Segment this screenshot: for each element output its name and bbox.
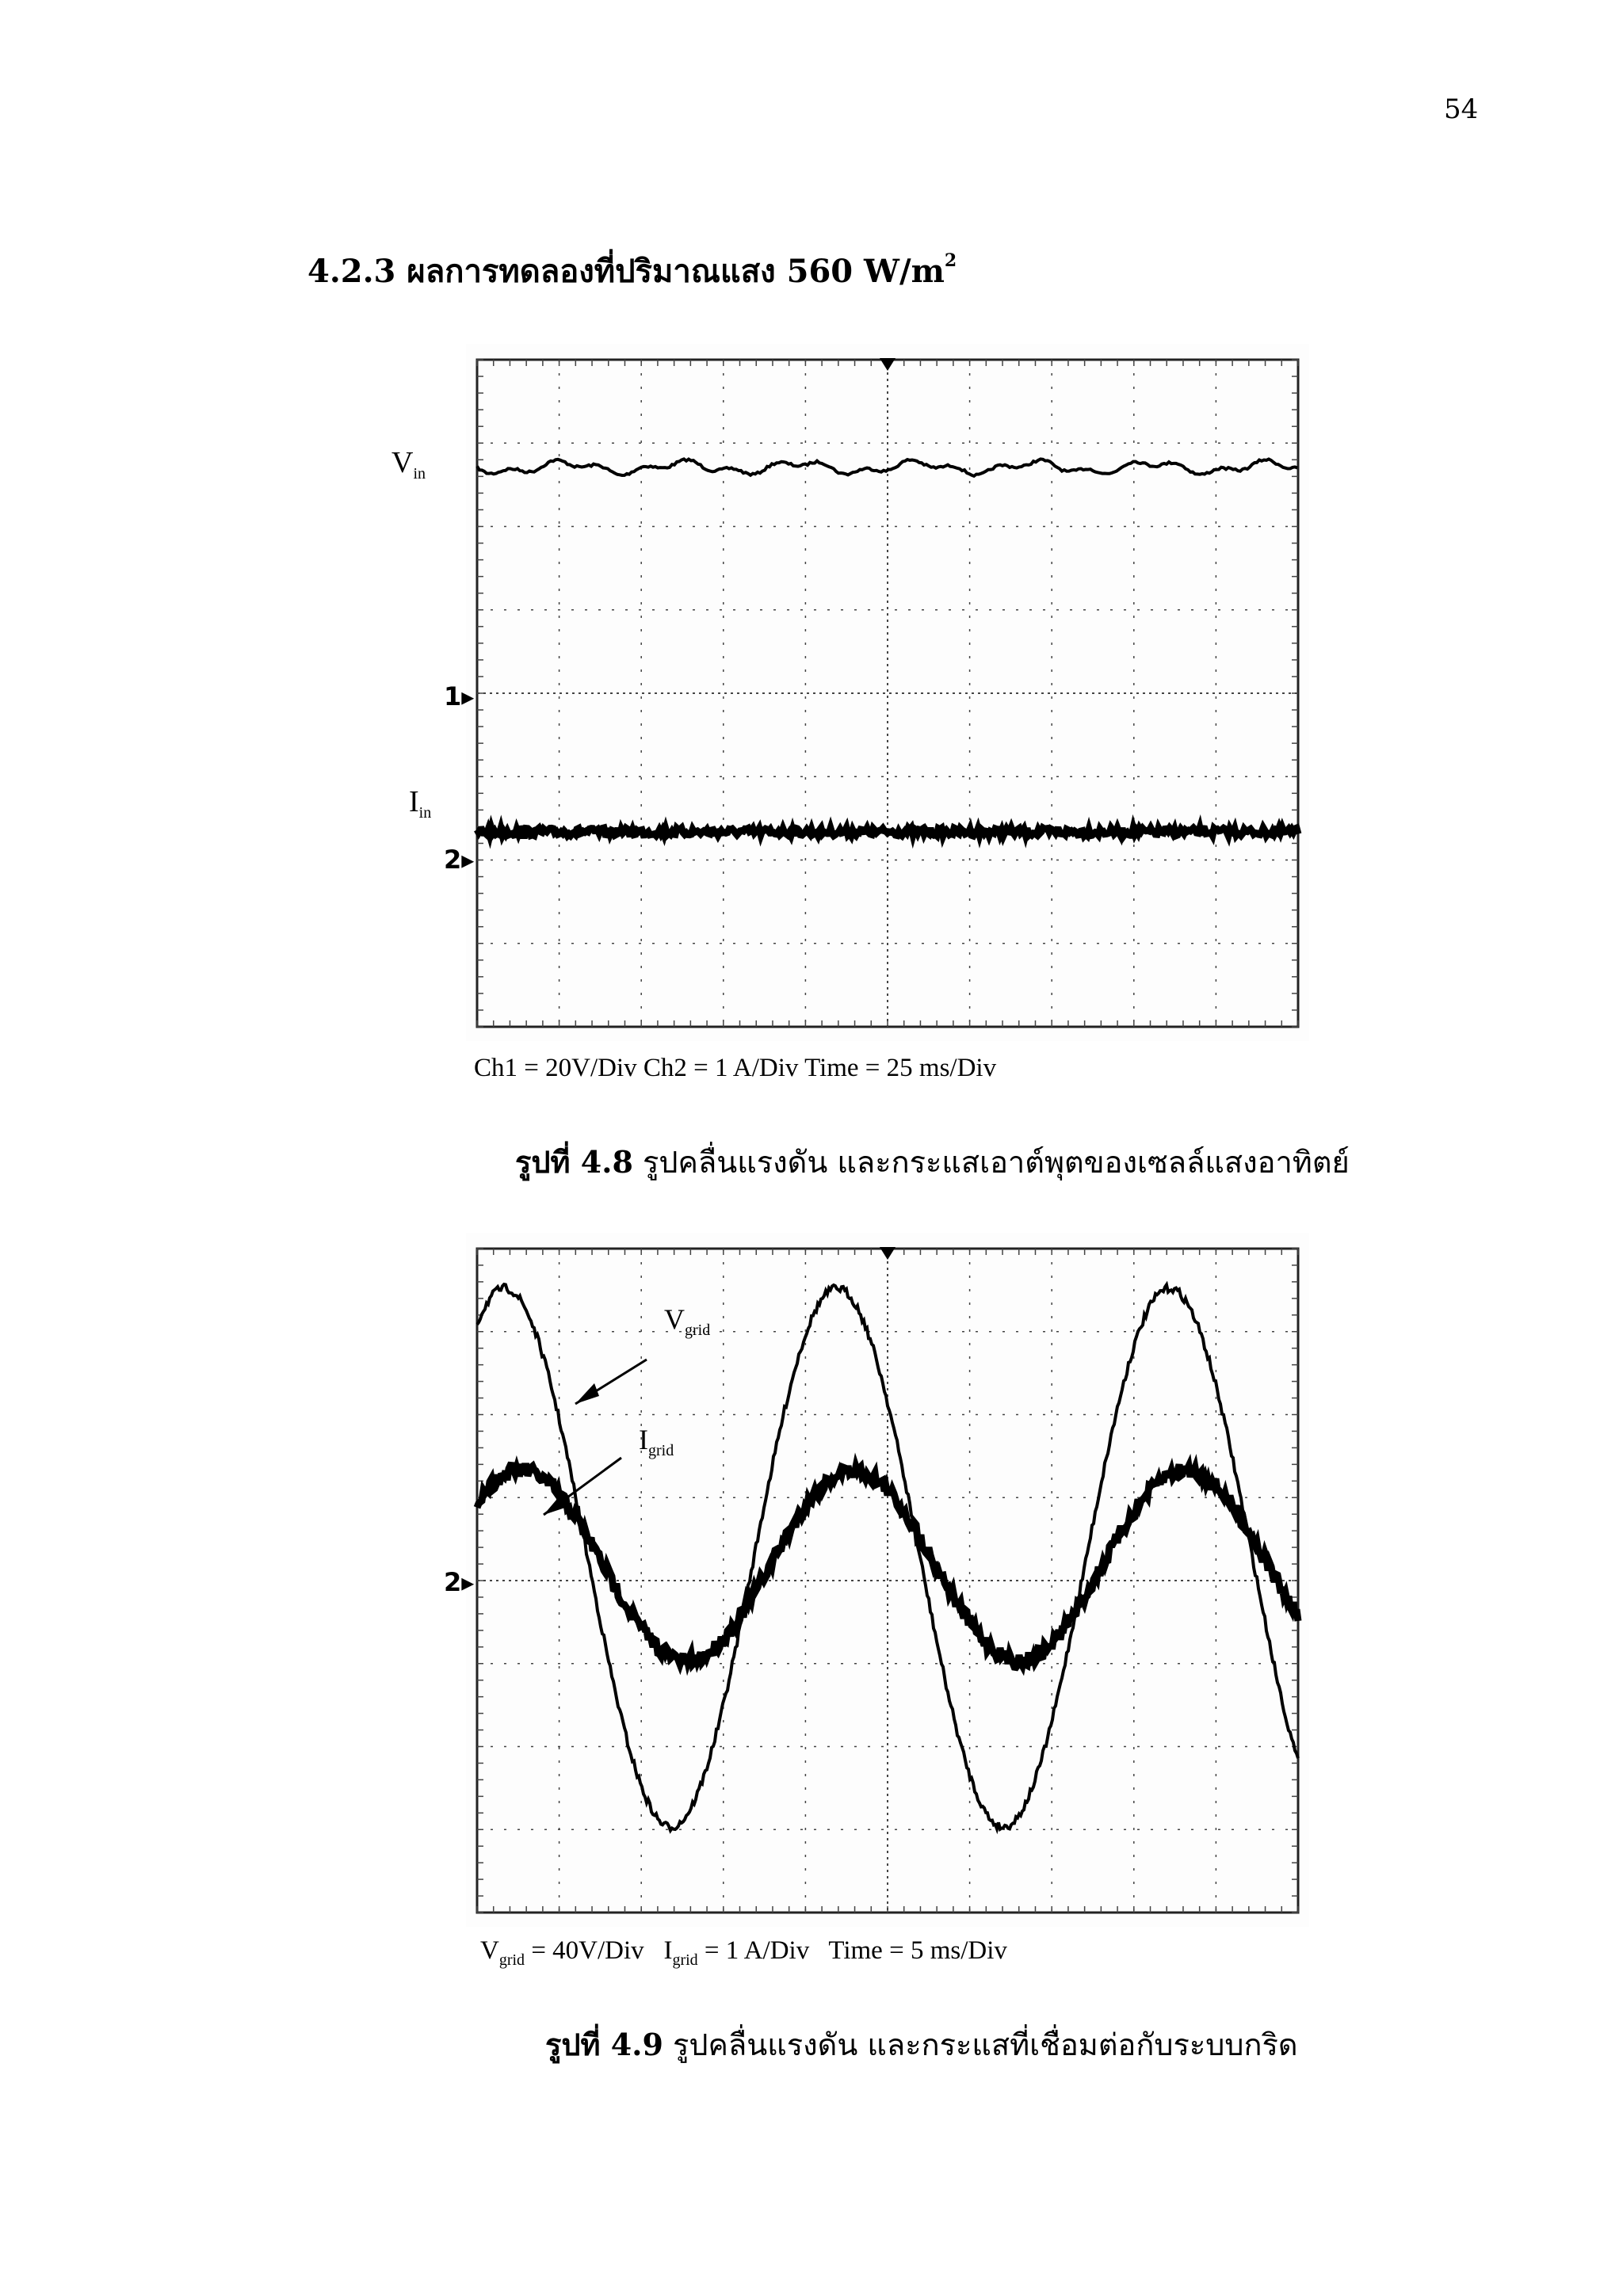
ch1-marker-label: 1▸ [444,681,475,711]
vgrid-arrowhead [575,1383,599,1404]
figure-4-8-scale-caption: Ch1 = 20V/Div Ch2 = 1 A/Div Time = 25 ms/Div [474,1054,997,1082]
trigger-marker [880,358,896,371]
heading-superscript: 2 [944,250,957,271]
vgrid-label: $V_{grid}$ [664,1303,711,1339]
figure-4-9-scale-caption: $V_{grid} = 40V/Div$ $I_{grid} = 1$ A/Div Time = 5 ms/Div [480,1936,1007,1969]
vin-label: $V_{in}$ [391,446,426,482]
figure-4-8-number: รูปที่ 4.8 [515,1144,633,1180]
oscilloscope-figure-4-9 [466,1233,1309,1927]
figure-4-8-caption [515,1138,1350,1186]
section-heading-text: 4.2.3 ผลการทดลองที่ปริมาณแสง 560 W/m [307,253,945,290]
figure-4-9-caption-text: รูปคลื่นแรงดัน และกระแสที่เชื่อมต่อกับระบบกริด [673,2027,1298,2062]
trigger-marker [880,1247,896,1260]
iin-label: $I_{in}$ [409,785,432,822]
igrid-label: $I_{grid}$ [639,1424,674,1459]
oscilloscope-screen-2 [466,1233,1309,1927]
section-heading [307,246,957,296]
iin-trace [477,828,1298,836]
oscilloscope-figure-4-8 [466,344,1309,1041]
ch2-marker-label: 2▸ [444,845,475,875]
oscilloscope-screen-1 [466,344,1309,1041]
page-number: 54 [1444,93,1479,125]
ch2-marker-label-fig2: 2▸ [444,1567,475,1597]
figure-4-9-number: รูปที่ 4.9 [545,2027,663,2062]
scope-grid [477,1247,1298,1913]
scope-grid [477,358,1298,1027]
figure-4-8-caption-text: รูปคลื่นแรงดัน และกระแสเอาต์พุตของเซลล์แสงอาทิตย์ [643,1145,1350,1180]
figure-4-9-caption [545,2020,1298,2069]
